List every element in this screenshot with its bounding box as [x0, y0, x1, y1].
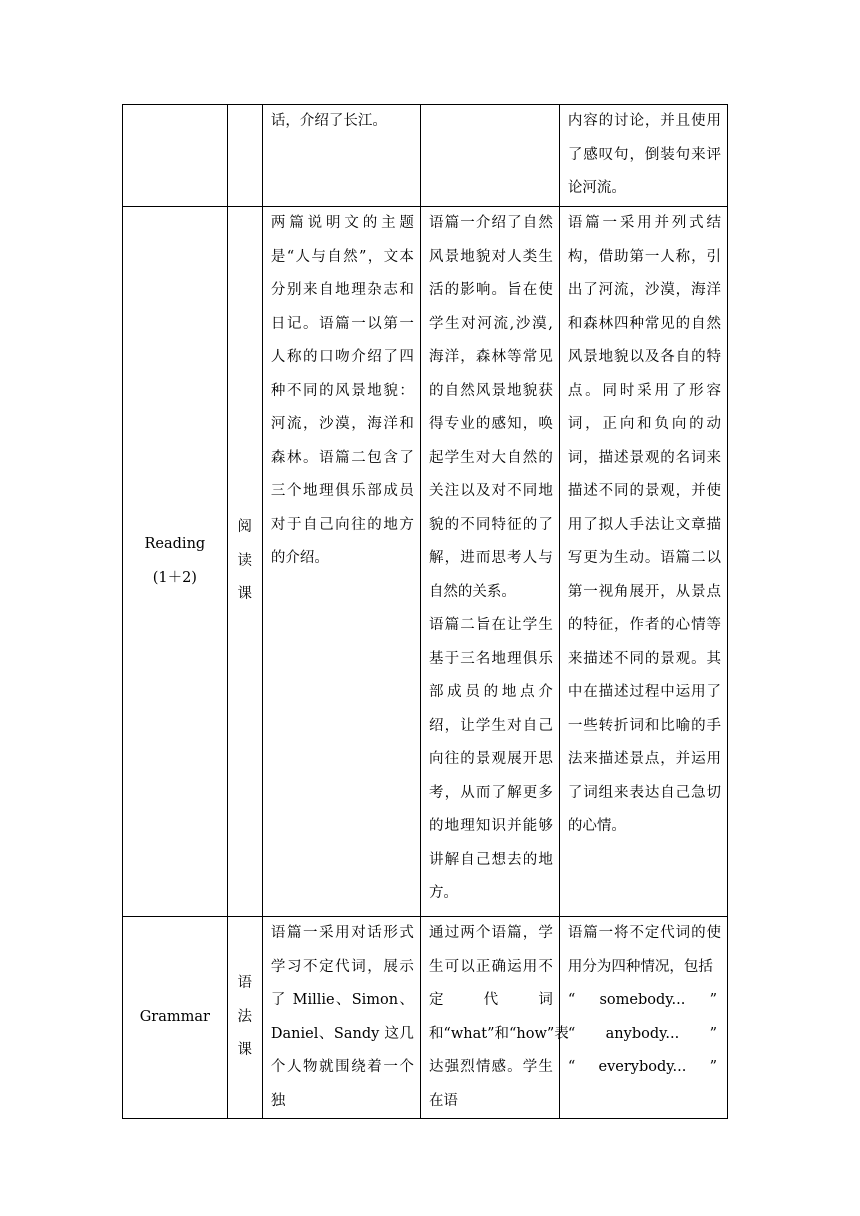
lesson-type-char: 阅 [237, 519, 253, 536]
close-quote: ” [709, 1059, 717, 1075]
lesson-type-char: 语 [237, 975, 253, 992]
quote-line-everybody [568, 1051, 721, 1085]
close-quote: ” [709, 1025, 717, 1042]
cell-text-content [262, 917, 420, 1119]
features-continuation: 内容的讨论，并且使用了感叹句，倒装句来评论河流。 [567, 113, 721, 196]
lesson-type-grammar [228, 967, 262, 1068]
features-reading: 语篇一采用并列式结构，借助第一人称，引出了河流，沙漠，海洋和森林四种常见的自然风景地貌以及各自的特点。同时采用了形容词，正向和负向的动词，描述景观的名词来描述不同的景观，并使用了拟人手法让文章描写更为生动。语篇二以第一视角展开，从景点的特征，作者的心情等来描述不同的景观。其中在描述过程中运用了一些转折词和比喻的手法来描述景点，并运用了词组来表达自己急切的心情。 [567, 215, 721, 834]
quote-line-anybody [568, 1018, 721, 1052]
lesson-type-reading [228, 511, 262, 612]
table-row-reading [123, 207, 728, 917]
text-content-reading: 两篇说明文的主题是“人与自然”，文本分别来自地理杂志和日记。语篇一以第一人称的口吻介绍了四种不同的风景地貌：河流，沙漠，海洋和森林。语篇二包含了三个地理俱乐部成员对于自己向往的地方的介绍。 [270, 215, 414, 566]
lesson-name-reading-parts: (1＋2) [152, 569, 197, 586]
cell-text-content [262, 105, 420, 207]
text-content-grammar: 语篇一采用对话形式学习不定代词，展示了 Millie、Simon、Daniel、Sandy 这几个人物就围绕着一个独 [270, 925, 414, 1109]
open-quote: “ [567, 1025, 576, 1042]
lesson-type-char: 读 [237, 552, 253, 569]
open-quote: “ [567, 992, 576, 1008]
lesson-analysis-table [122, 104, 728, 1119]
cell-teaching-purpose [420, 917, 569, 1119]
cell-language-features [559, 207, 727, 917]
cell-teaching-purpose [420, 207, 559, 917]
quote-word: somebody... [599, 992, 686, 1008]
cell-language-features [559, 917, 727, 1119]
cell-lesson-name [123, 917, 228, 1119]
cell-lesson-type-empty [227, 105, 262, 207]
cell-text-content [262, 207, 420, 917]
lesson-name-grammar: Grammar [139, 1008, 210, 1025]
quote-line-somebody [568, 984, 721, 1018]
cell-lesson-type [227, 207, 262, 917]
cell-language-features [559, 105, 727, 207]
cell-lesson-name-empty [123, 105, 228, 207]
cell-lesson-name [123, 207, 228, 917]
lesson-type-char: 法 [237, 1008, 253, 1025]
purpose-reading-text2: 语篇二旨在让学生基于三名地理俱乐部成员的地点介绍，让学生对自己向往的景观展开思考，从而了解更多的地理知识并能够讲解自己想去的地方。 [428, 617, 553, 901]
purpose-reading-text1: 语篇一介绍了自然风景地貌对人类生活的影响。旨在使学生对河流,沙漠,海洋，森林等常见的自然风景地貌获得专业的感知，唤起学生对大自然的关注以及对不同地貌的不同特征的了解，进而思考人与自然的关系。 [428, 215, 553, 600]
purpose-grammar: 通过两个语篇，学生可以正确运用不定代词和“what”和“how”表达强烈情感。学生在语 [428, 925, 569, 1109]
cell-teaching-purpose [420, 105, 559, 207]
open-quote: “ [567, 1059, 576, 1075]
lesson-name-reading: Reading [144, 536, 206, 552]
table-row-grammar [123, 917, 728, 1119]
lesson-type-char: 课 [237, 586, 253, 603]
text-content-continuation: 话，介绍了长江。 [270, 113, 387, 129]
table-row-continuation [123, 105, 728, 207]
close-quote: ” [709, 992, 717, 1008]
features-grammar-intro: 语篇一将不定代词的使用分为四种情况，包括 [567, 925, 721, 975]
cell-lesson-type [227, 917, 262, 1119]
quote-word: anybody... [605, 1025, 680, 1042]
quote-word: everybody... [598, 1059, 687, 1075]
lesson-type-char: 课 [237, 1042, 253, 1059]
